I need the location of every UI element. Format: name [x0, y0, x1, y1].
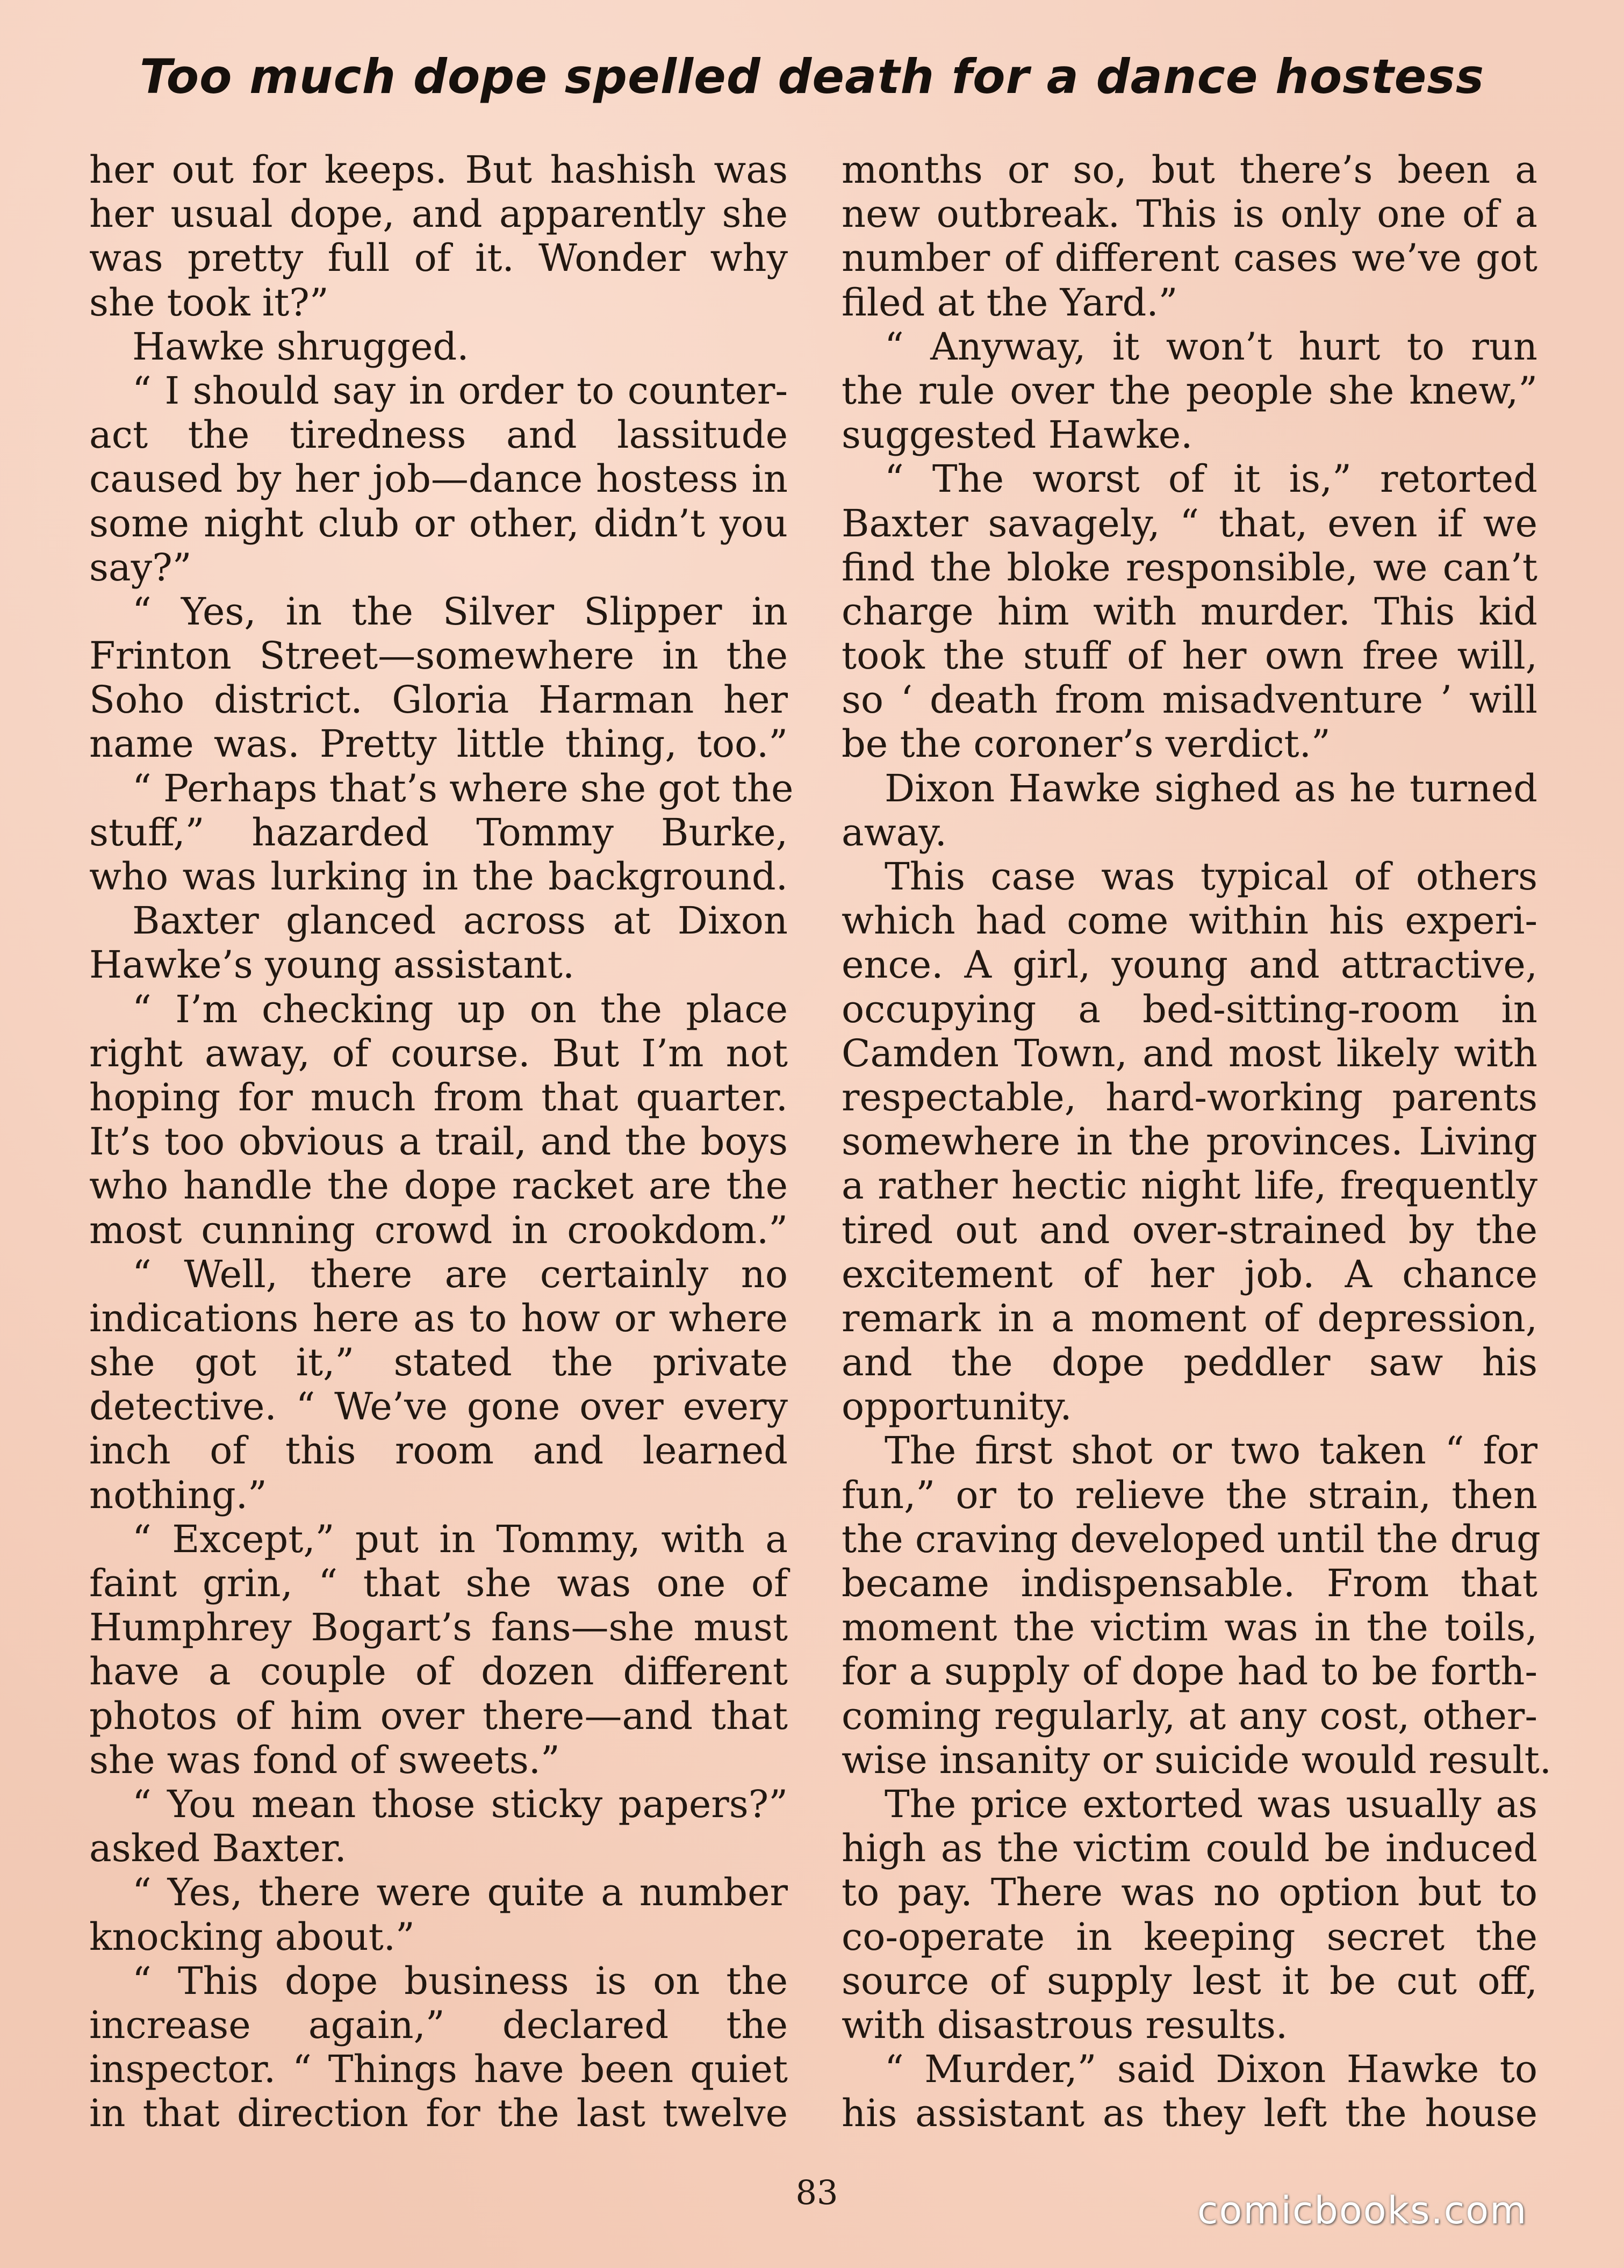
text-line: which had come within his experi- [842, 899, 1537, 943]
text-line: coming regularly, at any cost, other- [842, 1693, 1537, 1738]
text-line: tired out and over-strained by the [842, 1208, 1537, 1252]
text-line: Baxter savagely, “ that, even if we [842, 501, 1537, 546]
text-line: “ Yes, in the Silver Slipper in [132, 589, 788, 634]
text-line: excitement of her job. A chance [842, 1252, 1537, 1296]
text-line: have a couple of dozen different [89, 1649, 788, 1694]
text-line: who handle the dope racket are the [89, 1164, 788, 1208]
text-line: detective. “ We’ve gone over every [89, 1384, 788, 1429]
text-line: the craving developed until the drug [842, 1517, 1541, 1561]
page-number: 83 [795, 2173, 838, 2212]
text-line: inch of this room and learned [89, 1429, 788, 1473]
right-text-column [842, 148, 1552, 2136]
text-line: “ This dope business is on the [132, 1958, 788, 2003]
text-line: asked Baxter. [89, 1826, 347, 1871]
text-line: respectable, hard-working parents [842, 1075, 1537, 1119]
text-line: Camden Town, and most likely with [842, 1031, 1537, 1075]
text-line: somewhere in the provinces. Living [842, 1119, 1537, 1164]
text-line: she was fond of sweets.” [89, 1738, 560, 1782]
text-line: some night club or other, didn’t you [89, 501, 788, 546]
text-line: suggested Hawke. [842, 413, 1193, 457]
text-line: filed at the Yard.” [842, 280, 1178, 325]
text-line: opportunity. [842, 1384, 1072, 1429]
text-line: increase again,” declared the [89, 2003, 788, 2047]
text-line: moment the victim was in the toils, [842, 1605, 1537, 1650]
watermark-logo: comicbooks.com [1197, 2188, 1528, 2233]
text-line: photos of him over there—and that [89, 1693, 788, 1738]
text-line: say?” [89, 545, 192, 590]
text-line: high as the victim could be induced [842, 1826, 1537, 1871]
text-line: right away, of course. But I’m not [89, 1031, 788, 1075]
text-line: faint grin, “ that she was one of [89, 1561, 788, 1605]
text-line: to pay. There was no option but to [842, 1870, 1537, 1915]
text-line: inspector. “ Things have been quiet [89, 2047, 788, 2092]
text-line: co-operate in keeping secret the [842, 1914, 1537, 1959]
text-line: wise insanity or suicide would result. [842, 1738, 1552, 1782]
page-title: Too much dope spelled death for a dance hostess [139, 49, 1485, 104]
text-line: her usual dope, and apparently she [89, 192, 788, 236]
text-line: “ Murder,” said Dixon Hawke to [885, 2047, 1537, 2092]
text-line: away. [842, 810, 947, 855]
text-line: hoping for much from that quarter. [89, 1075, 788, 1119]
text-line: “ I’m checking up on the place [132, 987, 788, 1031]
text-line: name was. Pretty little thing, too.” [89, 722, 788, 766]
text-line: Baxter glanced across at Dixon [132, 899, 788, 943]
text-line: months or so, but there’s been a [842, 148, 1537, 192]
text-line: find the bloke responsible, we can’t [842, 545, 1537, 590]
text-line: and the dope peddler saw his [842, 1340, 1537, 1385]
text-line: knocking about.” [89, 1914, 415, 1959]
text-line: his assistant as they left the house [842, 2091, 1537, 2136]
text-line: This case was typical of others [885, 855, 1537, 899]
text-line: a rather hectic night life, frequently [842, 1164, 1537, 1208]
text-line: number of different cases we’ve got [842, 236, 1537, 281]
text-line: indications here as to how or where [89, 1296, 788, 1340]
text-line: took the stuff of her own free will, [842, 634, 1537, 678]
text-line: became indispensable. From that [842, 1561, 1537, 1605]
text-line: “ The worst of it is,” retorted [885, 457, 1537, 501]
text-line: for a supply of dope had to be forth- [842, 1649, 1537, 1694]
text-line: remark in a moment of depression, [842, 1296, 1537, 1340]
text-line: in that direction for the last twelve [89, 2091, 788, 2136]
text-line: caused by her job—dance hostess in [89, 457, 788, 501]
text-line: with disastrous results. [842, 2003, 1288, 2047]
text-line: “ You mean those sticky papers?” [132, 1782, 788, 1826]
text-line: she got it,” stated the private [89, 1340, 788, 1385]
text-line: fun,” or to relieve the strain, then [842, 1473, 1537, 1517]
text-line: The first shot or two taken “ for [885, 1429, 1537, 1473]
text-line: “ Perhaps that’s where she got the [132, 766, 794, 810]
text-line: “ Well, there are certainly no [132, 1252, 788, 1296]
text-line: “ I should say in order to counter- [132, 368, 788, 413]
text-line: charge him with murder. This kid [842, 589, 1537, 634]
text-line: so ‘ death from misadventure ’ will [842, 678, 1537, 722]
text-line: be the coroner’s verdict.” [842, 722, 1331, 766]
text-line: the rule over the people she knew,” [842, 368, 1537, 413]
text-line: Soho district. Gloria Harman her [89, 678, 788, 722]
text-line: Dixon Hawke sighed as he turned [885, 766, 1537, 810]
text-line: nothing.” [89, 1473, 267, 1517]
text-line: source of supply lest it be cut off, [842, 1958, 1537, 2003]
text-line: act the tiredness and lassitude [89, 413, 788, 457]
text-line: who was lurking in the background. [89, 855, 788, 899]
text-line: was pretty full of it. Wonder why [89, 236, 788, 281]
text-line: stuff,” hazarded Tommy Burke, [89, 810, 788, 855]
text-line: Frinton Street—somewhere in the [89, 634, 788, 678]
text-line: Hawke’s young assistant. [89, 943, 575, 987]
text-line: It’s too obvious a trail, and the boys [89, 1119, 788, 1164]
text-line: “ Yes, there were quite a number [132, 1870, 788, 1915]
left-text-column [89, 148, 794, 2136]
text-line: “ Except,” put in Tommy, with a [132, 1517, 788, 1561]
text-line: Humphrey Bogart’s fans—she must [89, 1605, 788, 1650]
text-line: she took it?” [89, 280, 329, 325]
text-line: ence. A girl, young and attractive, [842, 943, 1537, 987]
text-line: occupying a bed-sitting-room in [842, 987, 1537, 1031]
text-line: new outbreak. This is only one of a [842, 192, 1537, 236]
text-line: The price extorted was usually as [885, 1782, 1537, 1826]
text-line: “ Anyway, it won’t hurt to run [885, 324, 1537, 369]
text-line: Hawke shrugged. [132, 324, 469, 369]
text-line: most cunning crowd in crookdom.” [89, 1208, 788, 1252]
text-line: her out for keeps. But hashish was [89, 148, 788, 192]
